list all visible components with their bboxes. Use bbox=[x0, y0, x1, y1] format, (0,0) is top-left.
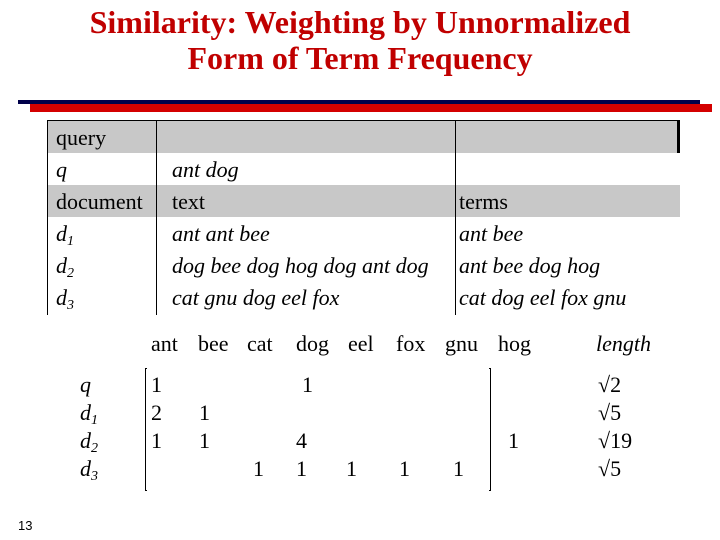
d1-terms: ant bee bbox=[459, 221, 524, 246]
d3-text: cat gnu dog eel fox bbox=[172, 285, 340, 310]
d2-terms: ant bee dog hog bbox=[459, 253, 601, 278]
matrix-row-label-d3 bbox=[80, 453, 98, 485]
cell-d1-bee: 1 bbox=[199, 400, 210, 425]
table1-left-border bbox=[47, 120, 48, 315]
header-band bbox=[47, 120, 680, 153]
title-rule-red bbox=[30, 104, 712, 112]
matrix-row-label-d3-sub: 3 bbox=[91, 469, 98, 484]
cell-q-ant: 1 bbox=[151, 372, 162, 397]
col-header-ant: ant bbox=[151, 331, 178, 356]
row-label-d2-text: d bbox=[56, 253, 67, 278]
row-label-d3 bbox=[56, 284, 74, 312]
col-header-eel: eel bbox=[348, 331, 374, 356]
slide-title bbox=[0, 4, 720, 76]
col-header-gnu: gnu bbox=[445, 331, 478, 356]
length-q: √2 bbox=[598, 372, 622, 397]
table1-right-shadow bbox=[677, 120, 680, 153]
d3-terms: cat dog eel fox gnu bbox=[459, 285, 627, 310]
row-label-document: document bbox=[56, 189, 143, 214]
d2-text: dog bee dog hog dog ant dog bbox=[172, 253, 429, 278]
row-label-q: q bbox=[56, 157, 67, 182]
table2-right-tick-top bbox=[489, 368, 491, 369]
cell-d3-dog: 1 bbox=[296, 456, 307, 481]
col-header-bee: bee bbox=[198, 331, 229, 356]
cell-d2-bee: 1 bbox=[199, 428, 210, 453]
table1-col-divider-2 bbox=[455, 120, 456, 315]
table2-right-tick-bottom bbox=[489, 490, 491, 491]
table1-top-border bbox=[47, 120, 680, 121]
matrix-row-label-d2-sub: 2 bbox=[91, 441, 98, 456]
col-header-length: length bbox=[596, 331, 651, 356]
title-line-1: Similarity: Weighting by Unnormalized bbox=[89, 4, 631, 40]
cell-d3-fox: 1 bbox=[399, 456, 410, 481]
matrix-row-label-d2-text: d bbox=[80, 428, 91, 453]
row-label-d1-sub: 1 bbox=[67, 234, 74, 249]
cell-d1-ant: 2 bbox=[151, 400, 162, 425]
documents-table bbox=[47, 120, 680, 315]
row-label-d2 bbox=[56, 252, 74, 280]
row-label-d2-sub: 2 bbox=[67, 266, 74, 281]
length-d1: √5 bbox=[598, 400, 622, 425]
matrix-row-label-d1-text: d bbox=[80, 400, 91, 425]
row-label-d1 bbox=[56, 220, 74, 248]
query-text: ant dog bbox=[172, 157, 239, 182]
text-header: text bbox=[172, 189, 205, 214]
row-label-d3-sub: 3 bbox=[67, 298, 74, 313]
cell-d2-dog: 4 bbox=[296, 428, 307, 453]
cell-d3-cat: 1 bbox=[253, 456, 264, 481]
table2-left-border bbox=[145, 368, 146, 491]
table1-col-divider-1 bbox=[156, 120, 157, 315]
table2-left-tick-top bbox=[145, 368, 147, 369]
length-d2: √19 bbox=[598, 428, 633, 453]
row-label-d1-text: d bbox=[56, 221, 67, 246]
table2-right-border bbox=[490, 368, 491, 491]
col-header-dog: dog bbox=[296, 331, 329, 356]
cell-q-dog: 1 bbox=[302, 372, 313, 397]
row-label-d3-text: d bbox=[56, 285, 67, 310]
cell-d2-hog: 1 bbox=[508, 428, 519, 453]
slide-number: 13 bbox=[18, 518, 33, 533]
matrix-row-label-d3-text: d bbox=[80, 456, 91, 481]
title-line-2: Form of Term Frequency bbox=[187, 40, 533, 76]
d1-text: ant ant bee bbox=[172, 221, 270, 246]
cell-d2-ant: 1 bbox=[151, 428, 162, 453]
table2-left-tick-bottom bbox=[145, 490, 147, 491]
cell-d3-eel: 1 bbox=[346, 456, 357, 481]
col-header-cat: cat bbox=[247, 331, 273, 356]
terms-header: terms bbox=[459, 189, 508, 214]
col-header-hog: hog bbox=[498, 331, 531, 356]
col-header-fox: fox bbox=[396, 331, 426, 356]
matrix-row-label-d1-sub: 1 bbox=[91, 413, 98, 428]
matrix-row-label-q: q bbox=[80, 372, 91, 397]
row-label-query: query bbox=[56, 125, 107, 150]
cell-d3-gnu: 1 bbox=[453, 456, 464, 481]
length-d3: √5 bbox=[598, 456, 622, 481]
